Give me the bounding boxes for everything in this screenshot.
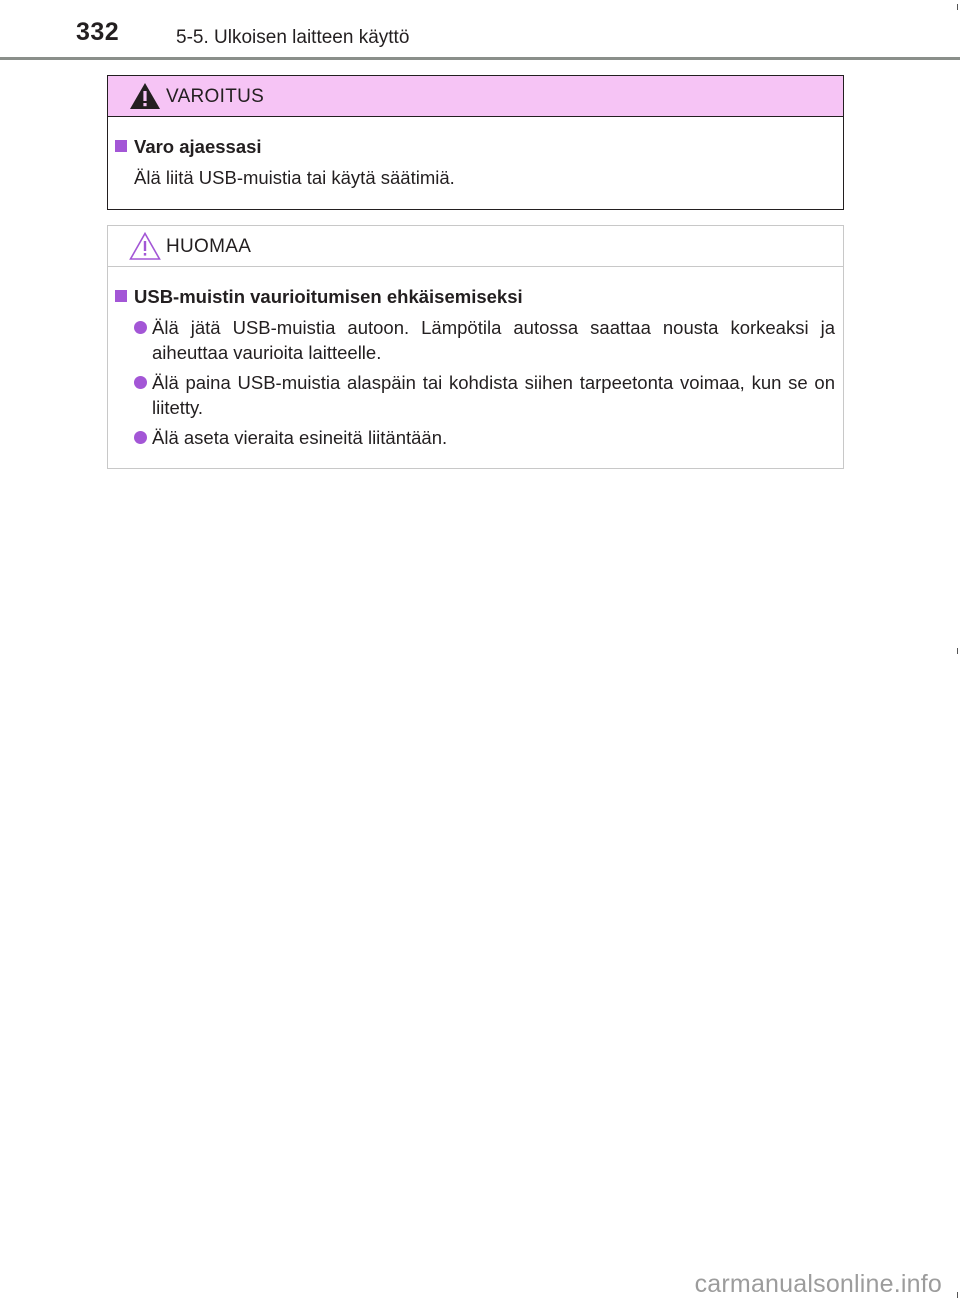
notice-box-body (108, 267, 843, 450)
crop-mark (957, 648, 958, 654)
notice-heading-text: USB-muistin vaurioitumisen ehkäisemiseksi (134, 286, 523, 307)
list-item (114, 370, 835, 420)
warning-text: Älä liitä USB-muistia tai käytä säätimiä. (134, 167, 455, 188)
notice-box-header (108, 226, 843, 267)
section-title: 5-5. Ulkoisen laitteen käyttö (176, 27, 410, 48)
list-item-text: Älä paina USB-muistia alaspäin tai kohdista siihen tarpeetonta voimaa, kun se on liitetty. (152, 372, 835, 418)
warning-triangle-outline-icon (128, 231, 162, 261)
square-bullet-icon (115, 140, 127, 152)
warning-heading-text: Varo ajaessasi (134, 136, 262, 157)
warning-section-heading (114, 136, 835, 158)
warning-box-header (108, 76, 843, 117)
notice-box (107, 225, 844, 469)
warning-box-body (108, 117, 843, 190)
crop-mark (957, 4, 958, 10)
notice-section-heading (114, 286, 835, 308)
warning-box (107, 75, 844, 210)
circle-bullet-icon (134, 321, 147, 334)
list-item-text: Älä jätä USB-muistia autoon. Lämpötila autossa saattaa nousta korkeaksi ja aiheuttaa vaurioita laitteelle. (152, 317, 835, 363)
circle-bullet-icon (134, 431, 147, 444)
circle-bullet-icon (134, 376, 147, 389)
list-item (114, 425, 835, 450)
crop-mark (957, 1292, 958, 1298)
page-header (0, 0, 960, 60)
square-bullet-icon (115, 290, 127, 302)
list-item-text: Älä aseta vieraita esineitä liitäntään. (152, 427, 448, 448)
page-number: 332 (76, 18, 120, 46)
notice-box-label: HUOMAA (166, 236, 252, 257)
warning-box-label: VAROITUS (166, 86, 265, 107)
warning-triangle-filled-icon (128, 81, 162, 111)
list-item (114, 315, 835, 365)
header-divider (0, 57, 960, 60)
watermark-text: carmanualsonline.info (694, 1270, 942, 1298)
